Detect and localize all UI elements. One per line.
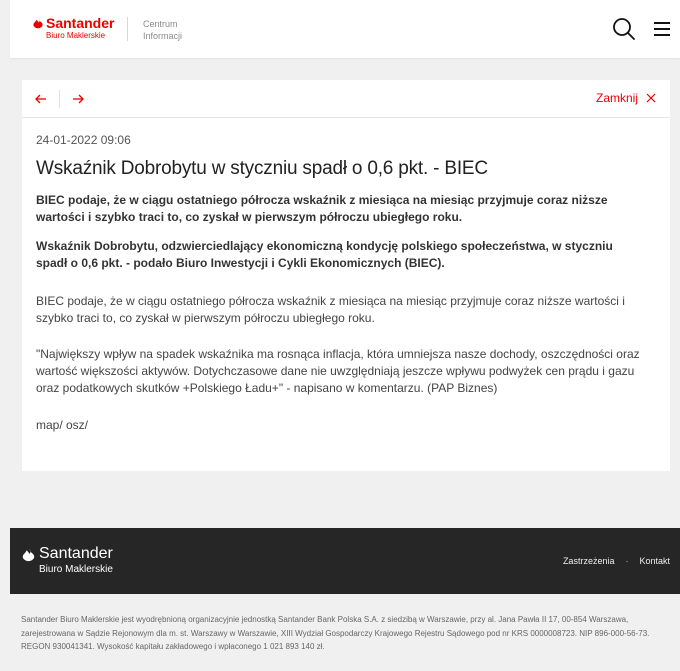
- close-button[interactable]: [596, 91, 656, 105]
- brand-subtitle: Biuro Maklerskie: [46, 31, 106, 40]
- article-toolbar: [22, 80, 670, 118]
- close-icon: [646, 93, 656, 103]
- top-header: [10, 0, 680, 58]
- article-lead-2: Wskaźnik Dobrobytu, odzwierciedlający ekonomiczną kondycję polskiego społeczeństwa, w styczniu spadł o 0,6 pkt. - podało Biuro Inwestycji i Cykli Ekonomicznych (BIEC).: [36, 239, 613, 270]
- brand-logo-row: [32, 16, 114, 30]
- arrow-left-icon: [34, 92, 48, 106]
- article-paragraph-1: BIEC podaje, że w ciągu ostatniego półrocza wskaźnik z miesiąca na miesiąc przyjmuje coraz niższe wartości i szybko traci to, co zyskał w pierwszym półroczu ubiegłego roku.: [36, 294, 625, 325]
- section-title[interactable]: [143, 18, 182, 42]
- section-title-line2: Informacji: [143, 31, 183, 41]
- article-signature: map/ osz/: [36, 418, 89, 432]
- legal-notice: Santander Biuro Maklerskie jest wyodrębnioną organizacyjnie jednostką Santander Bank Polska S.A. z siedzibą w Warszawie, przy al. Jana Pawła II 17, 00-854 Warszawa, zarejestrowana w Sądzie Rejonowym dla m. st. Warszawy w Warszawie, XIII Wydział Gospodarczy Krajowego Rejestru Sądowego pod nr KRS 0000008723. NIP 896-000-56-73. REGON 930041341. Wysokość kapitału zakładowego i wpłaconego 1 021 893 140 zł.: [21, 615, 650, 651]
- footer-brand-name: Santander: [39, 545, 113, 562]
- contact-link[interactable]: Kontakt: [639, 556, 670, 566]
- close-label: Zamknij: [595, 91, 638, 105]
- section-title-line1: Centrum: [143, 19, 178, 29]
- article-paragraph-2: "Największy wpływ na spadek wskaźnika ma rosnąca inflacja, która umniejsza nasze dochody, oszczędności oraz wartość większości aktywów. Dotychczasowe dane nie uwzględniają jeszcze wpływu podwyżek cen prądu i gazu oraz podatkowych skutków +Polskiego Ładu+" - napisano w komentarzu. (PAP Biznes): [36, 347, 640, 395]
- footer-bar: [10, 528, 680, 594]
- disclaimer-link[interactable]: Zastrzeżenia: [562, 556, 615, 566]
- santander-flame-icon: [21, 547, 36, 562]
- footer-brand-subtitle: Biuro Maklerskie: [39, 564, 113, 575]
- santander-flame-icon: [32, 17, 44, 29]
- search-button[interactable]: [612, 17, 636, 41]
- search-icon: [612, 17, 636, 41]
- article-card: [22, 80, 670, 471]
- article-title: Wskaźnik Dobrobytu w styczniu spadł o 0,6 pkt. - BIEC: [36, 158, 488, 179]
- article-lead-1: BIEC podaje, że w ciągu ostatniego półrocza wskaźnik z miesiąca na miesiąc przyjmuje coraz niższe wartości i szybko traci to, co zyskał w pierwszym półroczu ubiegłego roku.: [36, 193, 608, 224]
- header-divider: [127, 17, 128, 41]
- footer-logo-row: [21, 546, 113, 562]
- brand-name: Santander: [46, 15, 115, 31]
- footer-links: [563, 556, 670, 566]
- nav-divider: [59, 90, 60, 108]
- footer-link-separator: ·: [625, 556, 629, 566]
- brand-logo[interactable]: [32, 16, 114, 41]
- arrow-right-icon: [71, 92, 85, 106]
- next-article-button[interactable]: [71, 92, 85, 106]
- previous-article-button[interactable]: [34, 92, 48, 106]
- menu-button[interactable]: [653, 20, 671, 38]
- article-date: 24-01-2022 09:06: [36, 133, 131, 147]
- hamburger-menu-icon: [653, 20, 671, 38]
- footer-logo[interactable]: [21, 546, 113, 575]
